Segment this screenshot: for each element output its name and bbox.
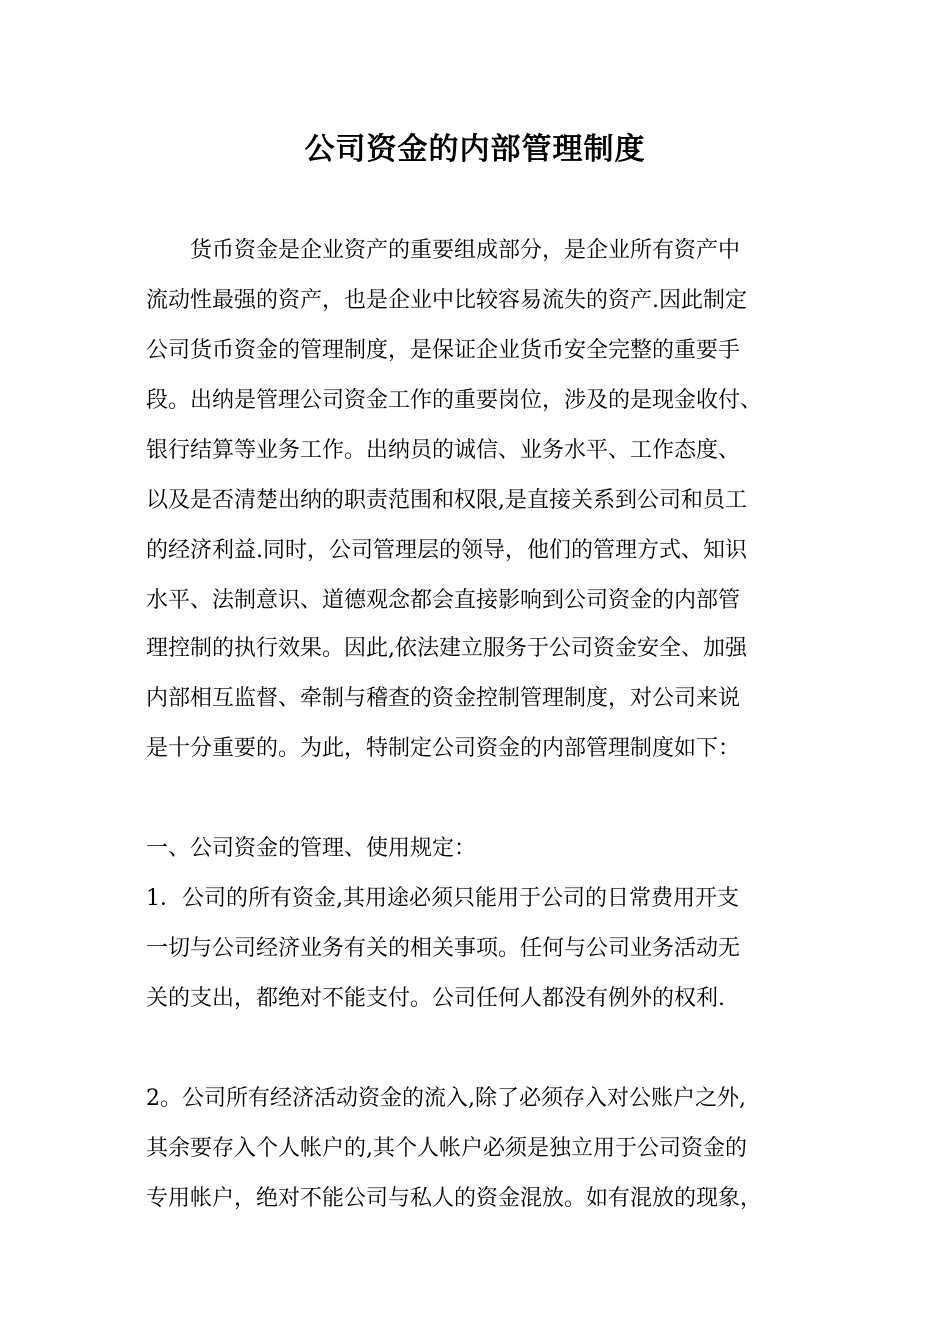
intro-line: 以及是否清楚出纳的职责范围和权限,是直接关系到公司和员工 (146, 488, 747, 513)
intro-line: 水平、法制意识、道德观念都会直接影响到公司资金的内部管 (146, 588, 741, 613)
document-title: 公司资金的内部管理制度 (304, 132, 646, 167)
item-1-line: 一切与公司经济业务有关的相关事项。任何与公司业务活动无 (146, 936, 741, 961)
section-heading: 一、公司资金的管理、使用规定： (146, 836, 477, 861)
intro-line: 内部相互监督、牵制与稽查的资金控制管理制度，对公司来说 (146, 686, 741, 711)
item-1-line: 1．公司的所有资金,其用途必须只能用于公司的日常费用开支 (146, 886, 739, 911)
intro-line: 理控制的执行效果。因此,依法建立服务于公司资金安全、加强 (146, 636, 747, 661)
intro-line: 段。出纳是管理公司资金工作的重要岗位，涉及的是现金收付、 (146, 388, 763, 413)
item-2-line: 2。公司所有经济活动资金的流入,除了必须存入对公账户之外, (146, 1086, 746, 1111)
item-2-line: 专用帐户，绝对不能公司与私人的资金混放。如有混放的现象， (146, 1186, 763, 1211)
intro-line: 银行结算等业务工作。出纳员的诚信、业务水平、工作态度、 (146, 438, 741, 463)
intro-line: 是十分重要的。为此，特制定公司资金的内部管理制度如下： (146, 736, 741, 761)
intro-line: 的经济利益.同时，公司管理层的领导，他们的管理方式、知识 (146, 538, 747, 563)
intro-line: 流动性最强的资产，也是企业中比较容易流失的资产.因此制定 (146, 288, 747, 313)
intro-line: 公司货币资金的管理制度，是保证企业货币安全完整的重要手 (146, 338, 741, 363)
item-1-line: 关的支出，都绝对不能支付。公司任何人都没有例外的权利. (146, 986, 725, 1011)
item-2-line: 其余要存入个人帐户的,其个人帐户必须是独立用于公司资金的 (146, 1136, 747, 1161)
intro-line: 货币资金是企业资产的重要组成部分，是企业所有资产中 (146, 238, 741, 263)
